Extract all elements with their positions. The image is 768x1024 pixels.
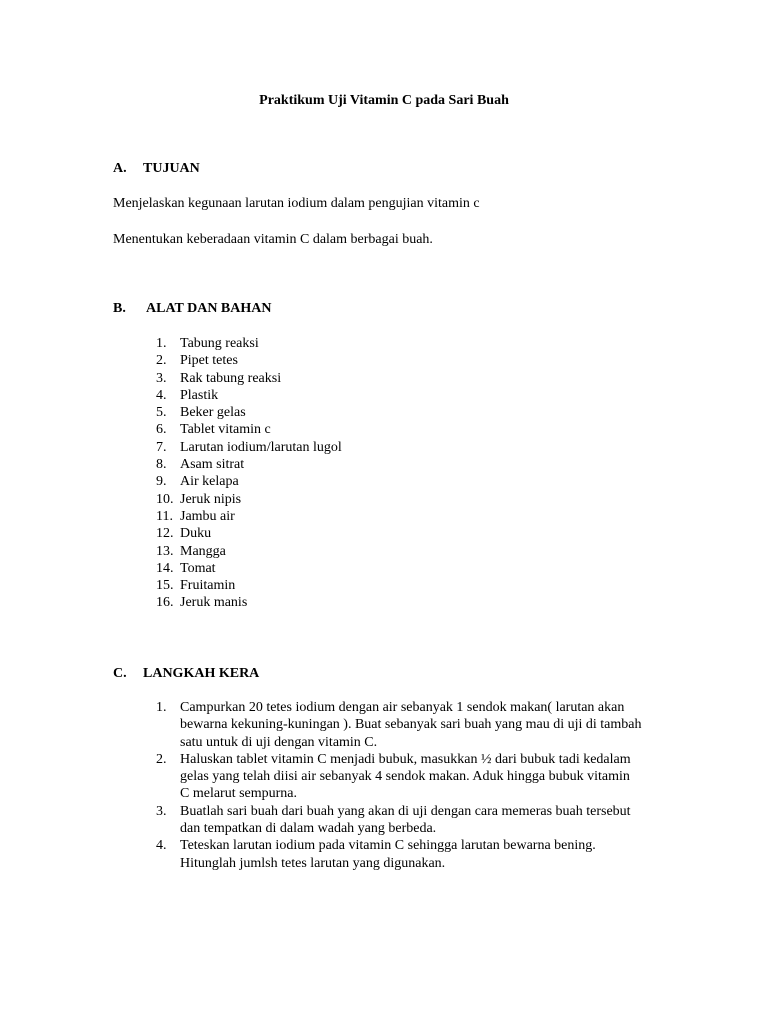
list-item-text: Jeruk manis	[180, 595, 248, 611]
step-text: Buatlah sari buah dari buah yang akan di uji dengan cara memeras buah tersebut dan tempatkan di dalam wadah yang berbeda.	[180, 803, 631, 837]
section-a-paragraph-2: Menentukan keberadaan vitamin C dalam berbagai buah.	[113, 232, 433, 247]
step-text: Haluskan tablet vitamin C menjadi bubuk, masukkan ½ dari bubuk tadi kedalam gelas yang telah diisi air sebanyak 4 sendok makan. Aduk hingga bubuk vitamin C melarut sempurna.	[180, 751, 631, 802]
list-item	[113, 456, 673, 473]
list-item-text: Tomat	[180, 560, 216, 576]
list-item-text: Rak tabung reaksi	[180, 370, 282, 386]
list-item	[113, 439, 673, 456]
list-item-text: Air kelapa	[180, 474, 239, 490]
list-item-number: 9.	[156, 474, 167, 490]
list-item-number: 1.	[156, 336, 167, 351]
list-item-text: Duku	[180, 526, 212, 542]
list-item	[113, 387, 673, 404]
step-item	[113, 803, 673, 838]
list-item-number: 7.	[156, 439, 167, 455]
step-number: 2.	[156, 751, 167, 767]
list-item-number: 16.	[156, 595, 174, 611]
materials-list	[113, 335, 673, 612]
list-item	[113, 370, 673, 387]
step-number: 4.	[156, 838, 167, 854]
section-b-letter: B.	[113, 301, 126, 316]
steps-list	[113, 699, 673, 872]
list-item-text: Plastik	[180, 387, 219, 403]
list-item-number: 15.	[156, 578, 174, 594]
list-item-number: 14.	[156, 560, 174, 576]
list-item-text: Jeruk nipis	[180, 491, 242, 507]
step-item	[113, 751, 673, 803]
section-c-letter: C.	[113, 666, 127, 681]
section-c-heading	[113, 665, 259, 683]
section-a-paragraph-1: Menjelaskan kegunaan larutan iodium dalam pengujian vitamin c	[113, 196, 480, 211]
list-item-number: 11.	[156, 508, 173, 524]
section-a-letter: A.	[113, 161, 127, 176]
list-item-text: Jambu air	[180, 508, 235, 524]
step-number: 3.	[156, 803, 167, 819]
list-item-text: Pipet tetes	[180, 353, 238, 369]
list-item-number: 8.	[156, 457, 167, 473]
list-item-text: Mangga	[180, 543, 226, 559]
list-item	[113, 543, 673, 560]
list-item	[113, 508, 673, 525]
step-text: Campurkan 20 tetes iodium dengan air sebanyak 1 sendok makan( larutan akan bewarna kekuning-kuningan ). Buat sebanyak sari buah yang mau di uji di tambah satu untuk di uji dengan vitamin C.	[180, 700, 642, 750]
list-item-text: Beker gelas	[180, 405, 246, 421]
list-item-text: Larutan iodium/larutan lugol	[180, 439, 342, 455]
list-item	[113, 404, 673, 421]
section-b-heading	[113, 300, 272, 318]
list-item	[113, 491, 673, 508]
list-item-number: 10.	[156, 491, 174, 507]
list-item	[113, 352, 673, 369]
list-item-number: 4.	[156, 387, 167, 403]
section-a-heading	[113, 160, 200, 178]
list-item	[113, 577, 673, 594]
step-number: 1.	[156, 700, 167, 715]
list-item	[113, 335, 673, 352]
list-item-number: 12.	[156, 526, 174, 542]
list-item-text: Tabung reaksi	[180, 336, 259, 351]
list-item-number: 3.	[156, 370, 167, 386]
list-item-number: 13.	[156, 543, 174, 559]
section-c-title: LANGKAH KERA	[143, 666, 260, 681]
page-title: Praktikum Uji Vitamin C pada Sari Buah	[259, 93, 509, 108]
list-item-number: 6.	[156, 422, 167, 438]
step-text: Teteskan larutan iodium pada vitamin C sehingga larutan bewarna bening. Hitunglah jumlsh tetes larutan yang digunakan.	[180, 838, 596, 871]
step-item	[113, 837, 673, 872]
list-item	[113, 421, 673, 438]
list-item-number: 5.	[156, 405, 167, 421]
list-item-text: Tablet vitamin c	[180, 422, 271, 438]
list-item	[113, 473, 673, 490]
list-item	[113, 560, 673, 577]
list-item-text: Asam sitrat	[180, 457, 245, 473]
list-item-number: 2.	[156, 353, 167, 369]
step-item	[113, 699, 673, 751]
list-item	[113, 525, 673, 542]
section-a-title: TUJUAN	[143, 161, 200, 176]
list-item	[113, 594, 673, 611]
section-b-title: ALAT DAN BAHAN	[146, 301, 272, 316]
list-item-text: Fruitamin	[180, 578, 236, 594]
